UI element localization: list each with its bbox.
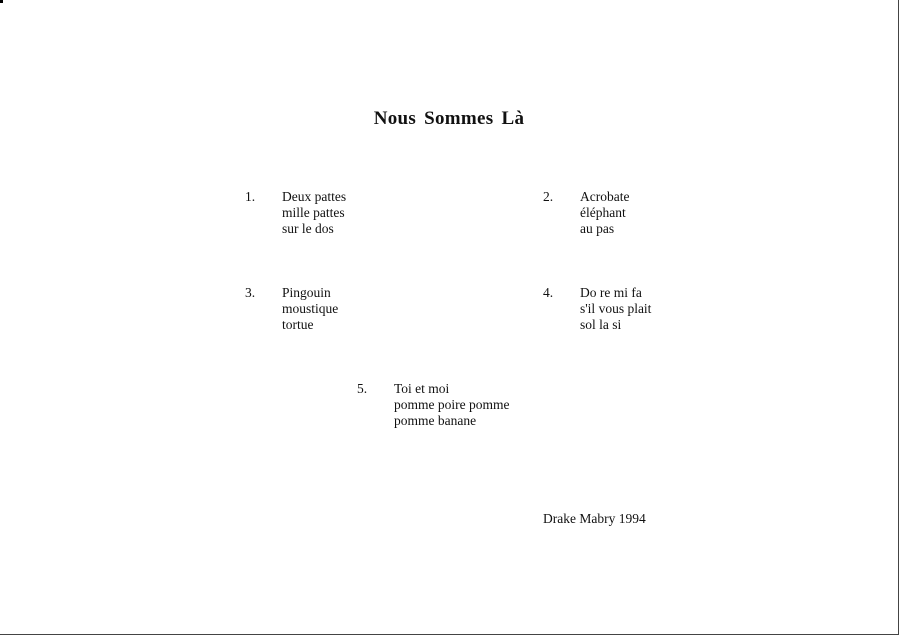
stanza-line: Toi et moi: [394, 381, 450, 396]
stanza-number: 1.: [245, 189, 256, 204]
stanza-line: Pingouin: [282, 285, 331, 300]
stanza-line: Deux pattes: [282, 189, 347, 204]
author-signature: Drake Mabry 1994: [543, 511, 646, 526]
stanza-lines: [394, 381, 509, 429]
stanza-lines: [580, 189, 629, 237]
stanza-line: au pas: [580, 221, 615, 236]
stanza-number: 2.: [543, 189, 554, 204]
stanza-number: 5.: [357, 381, 368, 396]
stanza-number: 4.: [543, 285, 554, 300]
stanza-line: mille pattes: [282, 205, 345, 220]
stanza-lines: [282, 285, 338, 333]
page-title: Nous Sommes Là: [373, 108, 525, 129]
stanza-line: pomme banane: [394, 413, 477, 428]
stanza-line: Acrobate: [580, 189, 630, 204]
stanza-line: pomme poire pomme: [394, 397, 510, 412]
stanza-lines: [282, 189, 346, 237]
stanza-line: sur le dos: [282, 221, 334, 236]
stanza-lines: [580, 285, 651, 333]
stanza-line: Do re mi fa: [580, 285, 642, 300]
stanza-line: éléphant: [580, 205, 626, 220]
stanza-number: 3.: [245, 285, 256, 300]
corner-mark: [0, 0, 3, 3]
stanza-line: s'il vous plait: [580, 301, 652, 316]
stanza-line: tortue: [282, 317, 314, 332]
stanza-line: sol la si: [580, 317, 622, 332]
stanza-line: moustique: [282, 301, 339, 316]
